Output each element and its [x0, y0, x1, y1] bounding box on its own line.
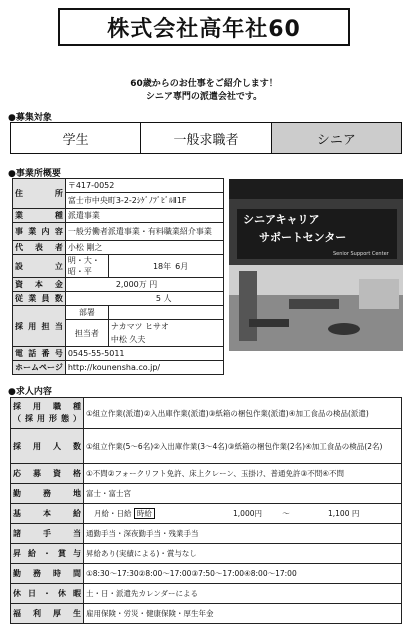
phone-label: 電話番号	[13, 347, 66, 361]
dept-label: 部署	[65, 306, 108, 320]
office-photo-graphic	[229, 179, 403, 351]
pay-max: 1,100 円	[308, 504, 402, 524]
target-student[interactable]: 学生	[11, 123, 141, 153]
address-label: 住所	[13, 179, 66, 209]
overview-heading: ●事業所概要	[8, 169, 61, 179]
job-qual: ①不問②フォークリフト免許、床上クレーン、玉掛け、普通免許③不問④不問	[84, 464, 402, 484]
business: 派遣事業	[65, 209, 223, 223]
postal-code: 〒417-0052	[65, 179, 223, 193]
job-loc: 富士・富士宮	[84, 484, 402, 504]
company-title: 株式会社高年社60	[58, 8, 350, 46]
pay-kind-selected: 時給	[134, 508, 155, 519]
pay-label: 基本給	[11, 504, 84, 524]
homepage-link[interactable]: http://kounensha.co.jp/	[65, 361, 223, 375]
content-label: 事業内容	[13, 223, 66, 241]
est-year: 18年	[108, 255, 173, 278]
type-label-2: （採用形態）	[13, 414, 81, 423]
intro-line-2: シニア専門の派遣会社です。	[145, 92, 263, 102]
welfare-label: 福利厚生	[11, 604, 84, 624]
office-photo	[229, 179, 403, 351]
job-welfare: 雇用保険・労災・健康保険・厚生年金	[84, 604, 402, 624]
target-selector	[10, 122, 402, 154]
address: 富士市中央町3-2-2ｼｹﾞﾉﾌﾞﾋﾞﾙⅡ1F	[65, 193, 223, 209]
job-allow: 通勤手当・深夜勤手当・残業手当	[84, 524, 402, 544]
type-label	[11, 398, 84, 429]
job-holiday: 土・日・派遣先カレンダーによる	[84, 584, 402, 604]
raise-label: 昇給・賞与	[11, 544, 84, 564]
jobs-table	[10, 397, 402, 624]
content: 一般労働者派遣事業・有料職業紹介事業	[65, 223, 223, 241]
job-num: ①組立作業(5～6名)②入出庫作業(3～4名)③紙箱の梱包作業(2名)④加工食品の検品(2名)	[84, 429, 402, 464]
capital: 2,000万 円	[65, 278, 223, 292]
phone: 0545-55-5011	[65, 347, 223, 361]
contact-label: 採用担当	[13, 306, 66, 347]
target-senior[interactable]: シニア	[272, 123, 401, 153]
overview-table	[12, 178, 224, 375]
hp-label: ホームページ	[13, 361, 66, 375]
target-general[interactable]: 一般求職者	[141, 123, 271, 153]
sign-line-2: サポートセンター	[259, 231, 347, 244]
type-label-1: 採用職種	[13, 402, 81, 411]
est-era: 明・大・昭・平	[65, 255, 108, 278]
dept-value	[108, 306, 223, 320]
jobs-heading: ●求人内容	[8, 387, 52, 397]
est-label: 設立	[13, 255, 66, 278]
loc-label: 勤務地	[11, 484, 84, 504]
sign-line-1: シニアキャリア	[243, 213, 320, 226]
person-label: 担当者	[65, 320, 108, 347]
allow-label: 諸手当	[11, 524, 84, 544]
est-month: 6月	[173, 255, 223, 278]
pay-min: 1,000円	[196, 504, 264, 524]
job-raise: 昇給あり(実績による)・賞与なし	[84, 544, 402, 564]
intro-line-1: 60歳からのお仕事をご紹介します！	[130, 79, 278, 89]
pay-kind-text: 月給・日給	[94, 509, 132, 518]
num-label: 採用人数	[11, 429, 84, 464]
pay-kind	[84, 504, 197, 524]
business-label: 業種	[13, 209, 66, 223]
holiday-label: 休日・休暇	[11, 584, 84, 604]
job-hours: ①8:30～17:30②8:00～17:00③7:50～17:00④8:00～17:00	[84, 564, 402, 584]
person-name: 中松 久夫	[108, 333, 223, 347]
rep-label: 代表者	[13, 241, 66, 255]
person-kana: ナカマツ ヒサオ	[108, 320, 223, 334]
rep: 小松 剛之	[65, 241, 223, 255]
sign-sub: Senior Support Center	[333, 251, 389, 257]
qual-label: 応募資格	[11, 464, 84, 484]
staff: 5 人	[65, 292, 223, 306]
capital-label: 資本金	[13, 278, 66, 292]
job-type: ①組立作業(派遣)②入出庫作業(派遣)③紙箱の梱包作業(派遣)④加工食品の検品(派遣)	[84, 398, 402, 429]
recruit-heading: ●募集対象	[8, 113, 52, 123]
pay-tilde: ～	[264, 504, 308, 524]
hours-label: 勤務時間	[11, 564, 84, 584]
staff-label: 従業員数	[13, 292, 66, 306]
